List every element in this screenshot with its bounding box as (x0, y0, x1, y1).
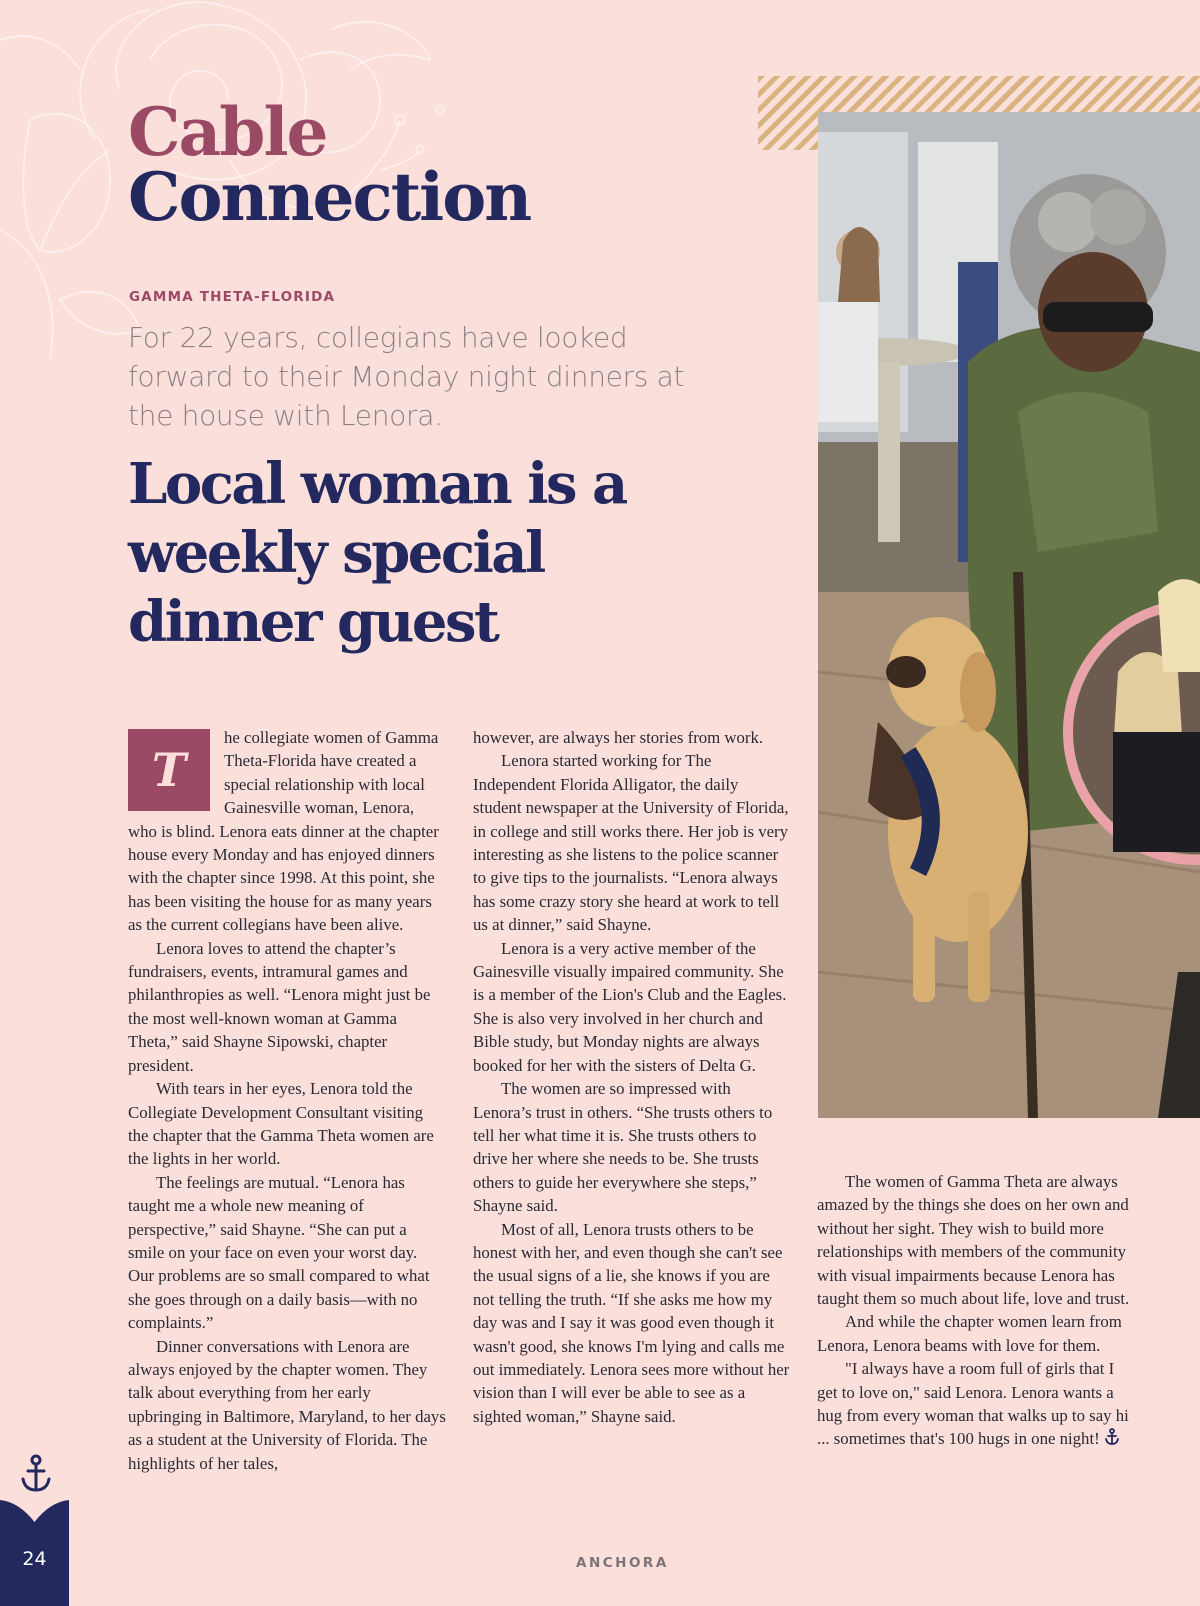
footer-brand: ANCHORA (576, 1555, 669, 1571)
body-paragraph: The women of Gamma Theta are always amazed by the things she does on her own and without her sight. They wish to build more relationships with members of the community with visual impairments because Lenora has taught them so much about life, love and trust. (817, 1172, 1130, 1309)
article-photo (818, 112, 1200, 1118)
section-title (128, 93, 531, 236)
body-paragraph: Dinner conversations with Lenora are always enjoyed by the chapter women. They talk about everything from her early upbringing in Baltimore, Maryland, to her days as a student at the University of Florida. The highlights of her tales, (128, 1336, 446, 1473)
body-paragraph: he collegiate women of Gamma Theta-Florida have created a special relationship with local Gainesville woman, Lenora, who is blind. Lenora eats dinner at the chapter house every Monday and has enjoyed dinners with the chapter since 1998. At this point, she has been visiting the house for as many years as the current collegians have been alive. (128, 728, 439, 935)
page-number: 24 (22, 1548, 47, 1570)
body-paragraph (817, 1357, 1135, 1451)
article-headline: Local woman is a weekly special dinner guest (128, 451, 626, 655)
body-paragraph: The women are so impressed with Lenora’s trust in others. “She trusts others to tell her what time it is. She trusts others to drive her where she needs to be. She trusts others to guide her everywhere she steps,” Shayne said. (473, 1079, 773, 1216)
body-paragraph-text: "I always have a room full of girls that I get to love on," said Lenora. Lenora wants a hug from every woman that walks up to say hi ... sometimes that's 100 hugs in one night! (817, 1359, 1129, 1449)
drop-cap: T (128, 729, 210, 811)
anchor-icon (20, 1454, 52, 1494)
body-paragraph: Lenora loves to attend the chapter’s fundraisers, events, intramural games and philanthropies as well. “Lenora might just be the most well-known woman at Gamma Theta,” said Shayne Sipowski, chapter president. (128, 938, 431, 1075)
article-column-1 (128, 726, 446, 1475)
chapter-label: GAMMA THETA-FLORIDA (129, 289, 336, 305)
body-paragraph: The feelings are mutual. “Lenora has taught me a whole new meaning of perspective,” said Shayne. “She can put a smile on your face on even your worst day. Our problems are so small compared to what she goes through on a daily basis—with no complaints.” (128, 1172, 430, 1333)
body-paragraph: Lenora started working for The Independent Florida Alligator, the daily student newspaper at the University of Florida, in college and still works there. Her job is very interesting as she listens to the police scanner to give tips to the journalists. “Lenora always has some crazy story she heard at work to tell us at dinner,” said Shayne. (473, 751, 789, 935)
body-paragraph: Most of all, Lenora trusts others to be honest with her, and even though she can't see the usual signs of a lie, she knows if you are not telling the truth. “If she asks me how my day was and I say it was good even though it wasn't good, she knows I'm lying and calls me out immediately. Lenora sees more without her vision than I will ever be able to see as a sighted woman,” Shayne said. (473, 1219, 790, 1426)
body-paragraph: however, are always her stories from work. (473, 728, 764, 747)
body-paragraph: And while the chapter women learn from Lenora, Lenora beams with love for them. (817, 1312, 1122, 1355)
article-column-3 (817, 1170, 1135, 1451)
body-paragraph: Lenora is a very active member of the Gainesville visually impaired community. She is a member of the Lion's Club and the Eagles. She is also very involved in her church and Bible study, but Monday nights are always booked for her with the sisters of Delta G. (473, 938, 787, 1075)
section-title-line2: Connection (128, 157, 531, 236)
end-anchor-icon (1104, 1428, 1120, 1446)
section-title-line1: Cable (128, 93, 327, 171)
body-paragraph: With tears in her eyes, Lenora told the Collegiate Development Consultant visiting the chapter that the Gamma Theta women are the lights in her world. (128, 1079, 434, 1169)
article-deck: For 22 years, collegians have looked forward to their Monday night dinners at the house with Lenora. (128, 321, 685, 432)
article-column-2 (473, 726, 791, 1428)
